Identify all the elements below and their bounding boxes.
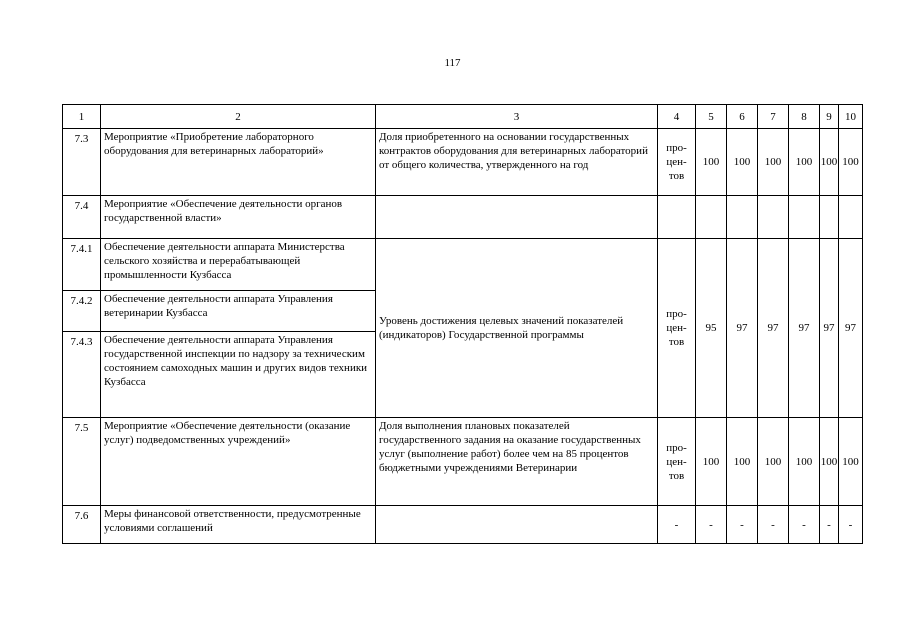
- row-number: 7.4.1: [63, 239, 101, 291]
- value-cell: 97: [758, 239, 789, 418]
- row-number: 7.4.2: [63, 291, 101, 332]
- header-cell: 6: [727, 105, 758, 129]
- unit-part: тов: [668, 170, 685, 182]
- value-cell: -: [758, 506, 789, 544]
- row-number: 7.5: [63, 418, 101, 506]
- value-cell: 100: [820, 418, 839, 506]
- activity-name: Меры финансовой ответственности, предусмотренные условиями соглашений: [101, 506, 376, 544]
- unit-cell: [658, 418, 696, 506]
- unit-part: тов: [668, 469, 685, 482]
- header-cell: 9: [820, 105, 839, 129]
- activity-name: Мероприятие «Обеспечение деятельности органов государственной власти»: [101, 196, 376, 239]
- value-cell: 100: [696, 129, 727, 196]
- empty-cell: [839, 196, 863, 239]
- empty-cell: [727, 196, 758, 239]
- activity-name: Мероприятие «Обеспечение деятельности (оказание услуг) подведомственных учреждений»: [101, 418, 376, 506]
- value-cell: 100: [820, 129, 839, 196]
- value-cell: 100: [727, 418, 758, 506]
- table-row: [63, 418, 863, 506]
- unit-part: цен-: [666, 455, 687, 468]
- unit-cell: [658, 239, 696, 418]
- value-cell: -: [820, 506, 839, 544]
- indicator-name: Доля выполнения плановых показателей государственного задания на оказание государственных услуг (выполнение работ) более чем на 85 процентов бюджетными учреждениями Ветеринарии: [376, 418, 658, 506]
- row-number: 7.4: [63, 196, 101, 239]
- unit-part: цен-: [666, 156, 687, 168]
- value-cell: -: [696, 506, 727, 544]
- value-cell: 95: [696, 239, 727, 418]
- value-cell: 100: [789, 418, 820, 506]
- table-row: [63, 129, 863, 196]
- indicator-name: Уровень достижения целевых значений показателей (индикаторов) Государственной программы: [376, 239, 658, 418]
- header-cell: 2: [101, 105, 376, 129]
- value-cell: 97: [839, 239, 863, 418]
- value-cell: -: [839, 506, 863, 544]
- header-cell: 1: [63, 105, 101, 129]
- empty-cell: [658, 196, 696, 239]
- header-cell: 8: [789, 105, 820, 129]
- value-cell: 97: [727, 239, 758, 418]
- unit-part: цен-: [666, 322, 687, 334]
- value-cell: 100: [727, 129, 758, 196]
- unit-cell: [658, 129, 696, 196]
- activity-name: Обеспечение деятельности аппарата Управления ветеринарии Кузбасса: [101, 291, 376, 332]
- value-cell: 100: [839, 129, 863, 196]
- table-row: [63, 196, 863, 239]
- page-number: 117: [444, 57, 461, 69]
- value-cell: 97: [789, 239, 820, 418]
- unit-part: про-: [666, 441, 687, 454]
- value-cell: 100: [789, 129, 820, 196]
- header-cell: 7: [758, 105, 789, 129]
- header-cell: 5: [696, 105, 727, 129]
- row-number: 7.6: [63, 506, 101, 544]
- empty-cell: [376, 506, 658, 544]
- activity-name: Мероприятие «Приобретение лабораторного оборудования для ветеринарных лабораторий»: [101, 129, 376, 196]
- value-cell: 100: [696, 418, 727, 506]
- header-cell: 10: [839, 105, 863, 129]
- activity-name: Обеспечение деятельности аппарата Управления государственной инспекции по надзору за техническим состоянием самоходных машин и других видов техники Кузбасса: [101, 332, 376, 418]
- empty-cell: [789, 196, 820, 239]
- header-cell: 4: [658, 105, 696, 129]
- value-cell: 97: [820, 239, 839, 418]
- value-cell: -: [658, 506, 696, 544]
- empty-cell: [820, 196, 839, 239]
- unit-part: про-: [666, 308, 687, 320]
- indicators-table: [62, 104, 863, 544]
- header-row: [63, 105, 863, 129]
- unit-part: тов: [668, 336, 685, 348]
- value-cell: 100: [758, 129, 789, 196]
- value-cell: -: [789, 506, 820, 544]
- activity-name: Обеспечение деятельности аппарата Министерства сельского хозяйства и перерабатывающей промышленности Кузбасса: [101, 239, 376, 291]
- value-cell: 100: [839, 418, 863, 506]
- table-row: [63, 239, 863, 291]
- empty-cell: [376, 196, 658, 239]
- unit-part: про-: [666, 142, 687, 154]
- row-number: 7.3: [63, 129, 101, 196]
- value-cell: 100: [758, 418, 789, 506]
- row-number: 7.4.3: [63, 332, 101, 418]
- header-cell: 3: [376, 105, 658, 129]
- empty-cell: [758, 196, 789, 239]
- empty-cell: [696, 196, 727, 239]
- table-row: [63, 506, 863, 544]
- value-cell: -: [727, 506, 758, 544]
- indicator-name: Доля приобретенного на основании государственных контрактов оборудования для ветеринарных лабораторий от общего количества, утвержденного на год: [376, 129, 658, 196]
